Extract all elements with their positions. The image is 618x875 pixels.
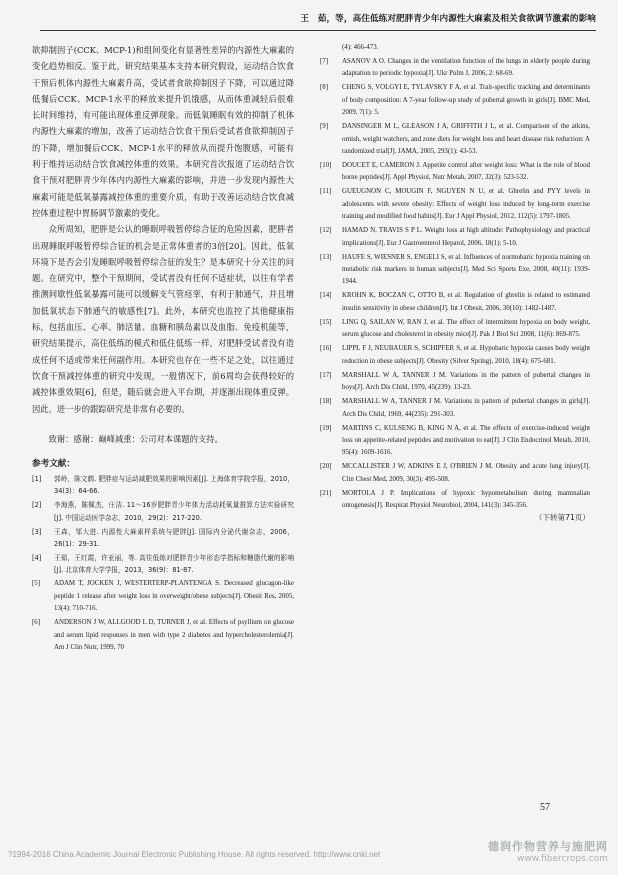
reference-item [320,160,590,185]
reference-number: [16] [320,345,332,353]
reference-number: [17] [320,371,332,379]
reference-number: [3] [32,527,42,536]
reference-item [320,423,590,460]
reference-number: [6] [32,619,41,627]
watermark-line-1: 德润作物营养与施肥网 [488,840,608,853]
body-paragraph-1: 欲抑制因子(CCK、MCP-1)和组间变化有显著性差异的内源性大麻素的变化趋势相反。鉴于此，研究结果基本支持本研究假设，运动结合饮食干预后机体内源性大麻素升高，受试者食欲抑制因子下降，可以通过降低餐后CCK、MCP-1水平的释放来提升饥饿感，从而体重减轻后很难长时间维持，有可能出现体重反弹现象。而低氧睡眠有效的抑制了机体内源性大麻素的增加，改善了运动结合饮食干预后受试者食欲抑制因子的下降，增加餐后CCK、MCP-1水平的释放从而提升饱腹感，可能有利于维持运动结合饮食减控体重的效果。本研究首次报道了运动结合饮食干预对肥胖青少年体内内源性大麻素的影响，并进一步发现内源性大麻素可能是低氧暴露减控体重的重要介质，有助于改善运动结合饮食减控体重过程中胃肠调节激素的变化。 [32,45,294,218]
reference-number: [7] [320,58,329,65]
reference-text: 王森，邹大进. 内源性大麻素样系统与肥胖[J]. 国际内分泌代谢杂志，2006，26(1)：29-31. [54,527,294,549]
reference-text: KROHN K, BOCZAN C, OTTO B, et al. Regulation of ghrelin is related to estimated insulin sensitivity in obese children[J]. Int J Obesit, 2006, 30(10): 1482-1487. [342,292,590,312]
reference-text: ANDERSON J W, ALLGOOD L D, TURNER J, et al. Effects of psyllium on glucose and serum lipid responses in men with type 2 diabetes and hypercholesterolemia[J]. Am J Clin Nutr, 1999, 70 [54,619,294,652]
body-paragraph-2: 众所周知，肥胖是公认的睡眠呼吸暂停综合征的危险因素，肥胖者出现睡眠呼吸暂停综合征的机会是正常体重者的3倍[20]。因此，低氧环境下是否会引发睡眠呼吸暂停综合征的发生？是本研究十分关注的问题。在研究中，整个干预期间，受试者没有任何不适症状，以往有学者推测间歇性低氧暴露可能可以缓解支气管痉挛，有利于肺通气，并且增加低氧状态下肺通气的敏感性[7]。此外，本研究也监控了其他健康指标，包括血压、心率、肺活量、血糖和胰岛素以及血脂、免疫机能等，研究结果提示，高住低练的模式和低住低练一样，对肥胖受试者没有造成任何不适或带来任何副作用。本研究也存在一些不足之处，以往通过饮食干预减控体重的研究中发现，一般情况下，前6周均会获得较好的减控体重效果[6]，但是，随后就会进入平台期，并逐渐出现体重反弹。因此，进一步的跟踪研究是非常有必要的。 [32,224,294,414]
watermark-line-2: www.fibercrops.com [517,854,608,864]
reference-number: [13] [320,253,332,261]
references-title: 参考文献： [32,458,75,469]
reference-item [320,42,590,54]
reference-item [320,343,590,368]
reference-text: MARSHALL W A, TANNER J M. Variations in the pattern of pubertal changes in boys[J]. Arch Dis Child, 1970, 45(239): 13-23. [342,371,590,392]
reference-text: HAUFE S, WIESNER S, ENGELI S, et al. Influences of normobaric hypoxia training on metabolic risk markers in human subjects[J]. Med Sci Sports Exe, 2008, 40(11): 1939-1944. [342,253,590,286]
reference-number: [1] [32,474,42,483]
reference-number: [10] [320,162,332,170]
reference-item [320,290,590,315]
reference-number: [14] [320,292,332,300]
reference-number: [2] [32,501,42,510]
reference-number: [8] [320,84,329,92]
page-number: 57 [540,802,550,813]
reference-number: [19] [320,424,332,432]
reference-text: GUEUGNON C, MOUGIN F, NGUYEN N U, et al. Ghrelin and PYY levels in adolescents with severe obesity: Effects of weight loss induced by long-term exercise training and modified food habits[J]. Eur J Appl Physiol, 2012, 112(5): 1797-1805. [342,188,590,221]
continued-note: （下转第71页） [534,513,590,523]
reference-item [320,186,590,223]
reference-number: [5] [32,580,41,588]
reference-number: [9] [320,123,329,131]
reference-number: [15] [320,318,332,326]
reference-item [320,488,590,513]
reference-text: ASANOV A O. Changes in the ventilation function of the lungs in elderly people during adaptation to periodic hypoxia[J]. Ukr Pulm J, 2006, 2: 68-69. [342,58,590,78]
reference-text: ADAM T, JOCKEN J, WESTERTERP-PLANTENGA S. Decreased glucagon-like peptide 1 release after weight loss in overweight/obese subjects[J]. Obesit Res, 2005, 13(4): 710-716. [54,580,294,613]
reference-text: CHENG S, VOLGYI E, TYLAVSKY F A, et al. Trait-specific tracking and determinants of body composition: A 7-year follow-up study of pubertal growth in girls[J]. BMC Med, 2009, 7(1): 5. [342,84,590,117]
reference-text: 王茹，王红霞，许亚丽，等. 高住低练对肥胖青少年形态学指标和糖脂代谢的影响[J]. 北京体育大学学报，2013，36(9)：81-87. [54,554,294,575]
reference-number: [18] [320,398,332,406]
reference-text: (4): 466-473. [342,44,379,51]
reference-text: LING Q, SAILAN W, RAN J, et al. The effect of intermittent hypoxia on body weight, serum glucose and cholesterol in obesity mice[J]. Pak J Biol Sci 2008, 11(6): 869-875. [342,318,590,339]
reference-item [32,499,294,524]
reference-item [32,473,294,498]
reference-text: MARSHALL W A, TANNER J M. Variations in pattern of pubertal changes in girls[J]. Arch Dis Child, 1969, 44(235): 291-303. [342,398,590,418]
reference-text: DANSINGER M L, GLEASON J A, GRIFFITH J L, et al. Comparison of the atkins, ornish, weight watchers, and zone diets for weight loss and heart disease risk reduction: A randomized trial[J]. JAMA, 2005, 293(1): 43-53. [342,123,590,156]
acknowledgement: 致谢：感谢：巅峰减重：公司对本课题的支持。 [48,433,223,444]
reference-item [320,461,590,486]
reference-item [320,56,590,81]
reference-text: LIPPL F J, NEUBAUER S, SCHIPFER S, et al. Hypobaric hypoxia causes body weight reduction in obese subjects[J]. Obesity (Silver Spring), 2010, 18(4): 675-681. [342,345,590,365]
reference-item [320,370,590,395]
reference-item [320,121,590,158]
reference-text: MCCALLISTER J W, ADKINS E J, O'BRIEN J M. Obesity and acute lung injury[J]. Clin Chest Med, 2009, 30(3): 495-508. [342,463,590,483]
references-list-left [32,473,294,655]
reference-number: [11] [320,188,332,196]
references-list-right [320,42,590,513]
reference-number: [21] [320,489,332,497]
reference-text: 李海燕，陈佩杰，庄洁. 11～16岁肥胖青少年体力活动耗氧量推算方法实验研究[J]. 中国运动医学杂志，2010，29(2)：217-220. [54,501,294,522]
reference-item [32,578,294,615]
reference-item [320,317,590,342]
left-column [32,42,294,656]
reference-number: [20] [320,463,332,471]
reference-text: 郭岭，陈文鹤. 肥胖症与运动减肥效果的影响因素[J]. 上海体育学院学报，2010，34(3)：64-66. [54,474,294,496]
reference-text: DOUCET E, CAMERON J. Appetite control after weight loss: What is the role of blood borne peptides[J]. Appl Physiol, Nutr Metab, 2007, 32(3): 523-532. [342,162,590,182]
right-column [320,42,590,523]
reference-item [32,552,294,577]
copyright-footer: ?1994-2016 China Academic Journal Electronic Publishing House. All rights reserved. http://www.cnki.net [8,850,381,859]
reference-number: [4] [32,554,42,563]
reference-text: MARTINS C, KULSENG B, KING N A, et al. The effects of exercise-induced weight loss on appetite-related peptides and motivation to eat[J]. J Clin Endocrinol Metab, 2010, 95(4): 1609-1616. [342,424,590,457]
reference-item [320,225,590,250]
running-header [40,10,596,31]
reference-item [32,617,294,654]
reference-text: MORTOLA J P. Implications of hypoxic hypometabolism during mammalian ontogenesis[J]. Respirat Physiol Neurobiol, 2004, 141(3): 345-356. [342,489,590,510]
running-title: 王 茹，等，高住低练对肥胖青少年内源性大麻素及相关食欲调节激素的影响 [300,14,596,24]
reference-text: HAMAD N, TRAVIS S P L. Weight loss at high altitude: Pathophysiology and practical implications[J]. Eur J Gastroenterol Hepatol, 2006, 18(1): 5-10. [342,227,590,247]
reference-item [320,82,590,119]
reference-number: [12] [320,227,332,235]
watermark [488,838,608,864]
reference-item [32,526,294,551]
reference-item [320,396,590,421]
reference-item [320,252,590,289]
